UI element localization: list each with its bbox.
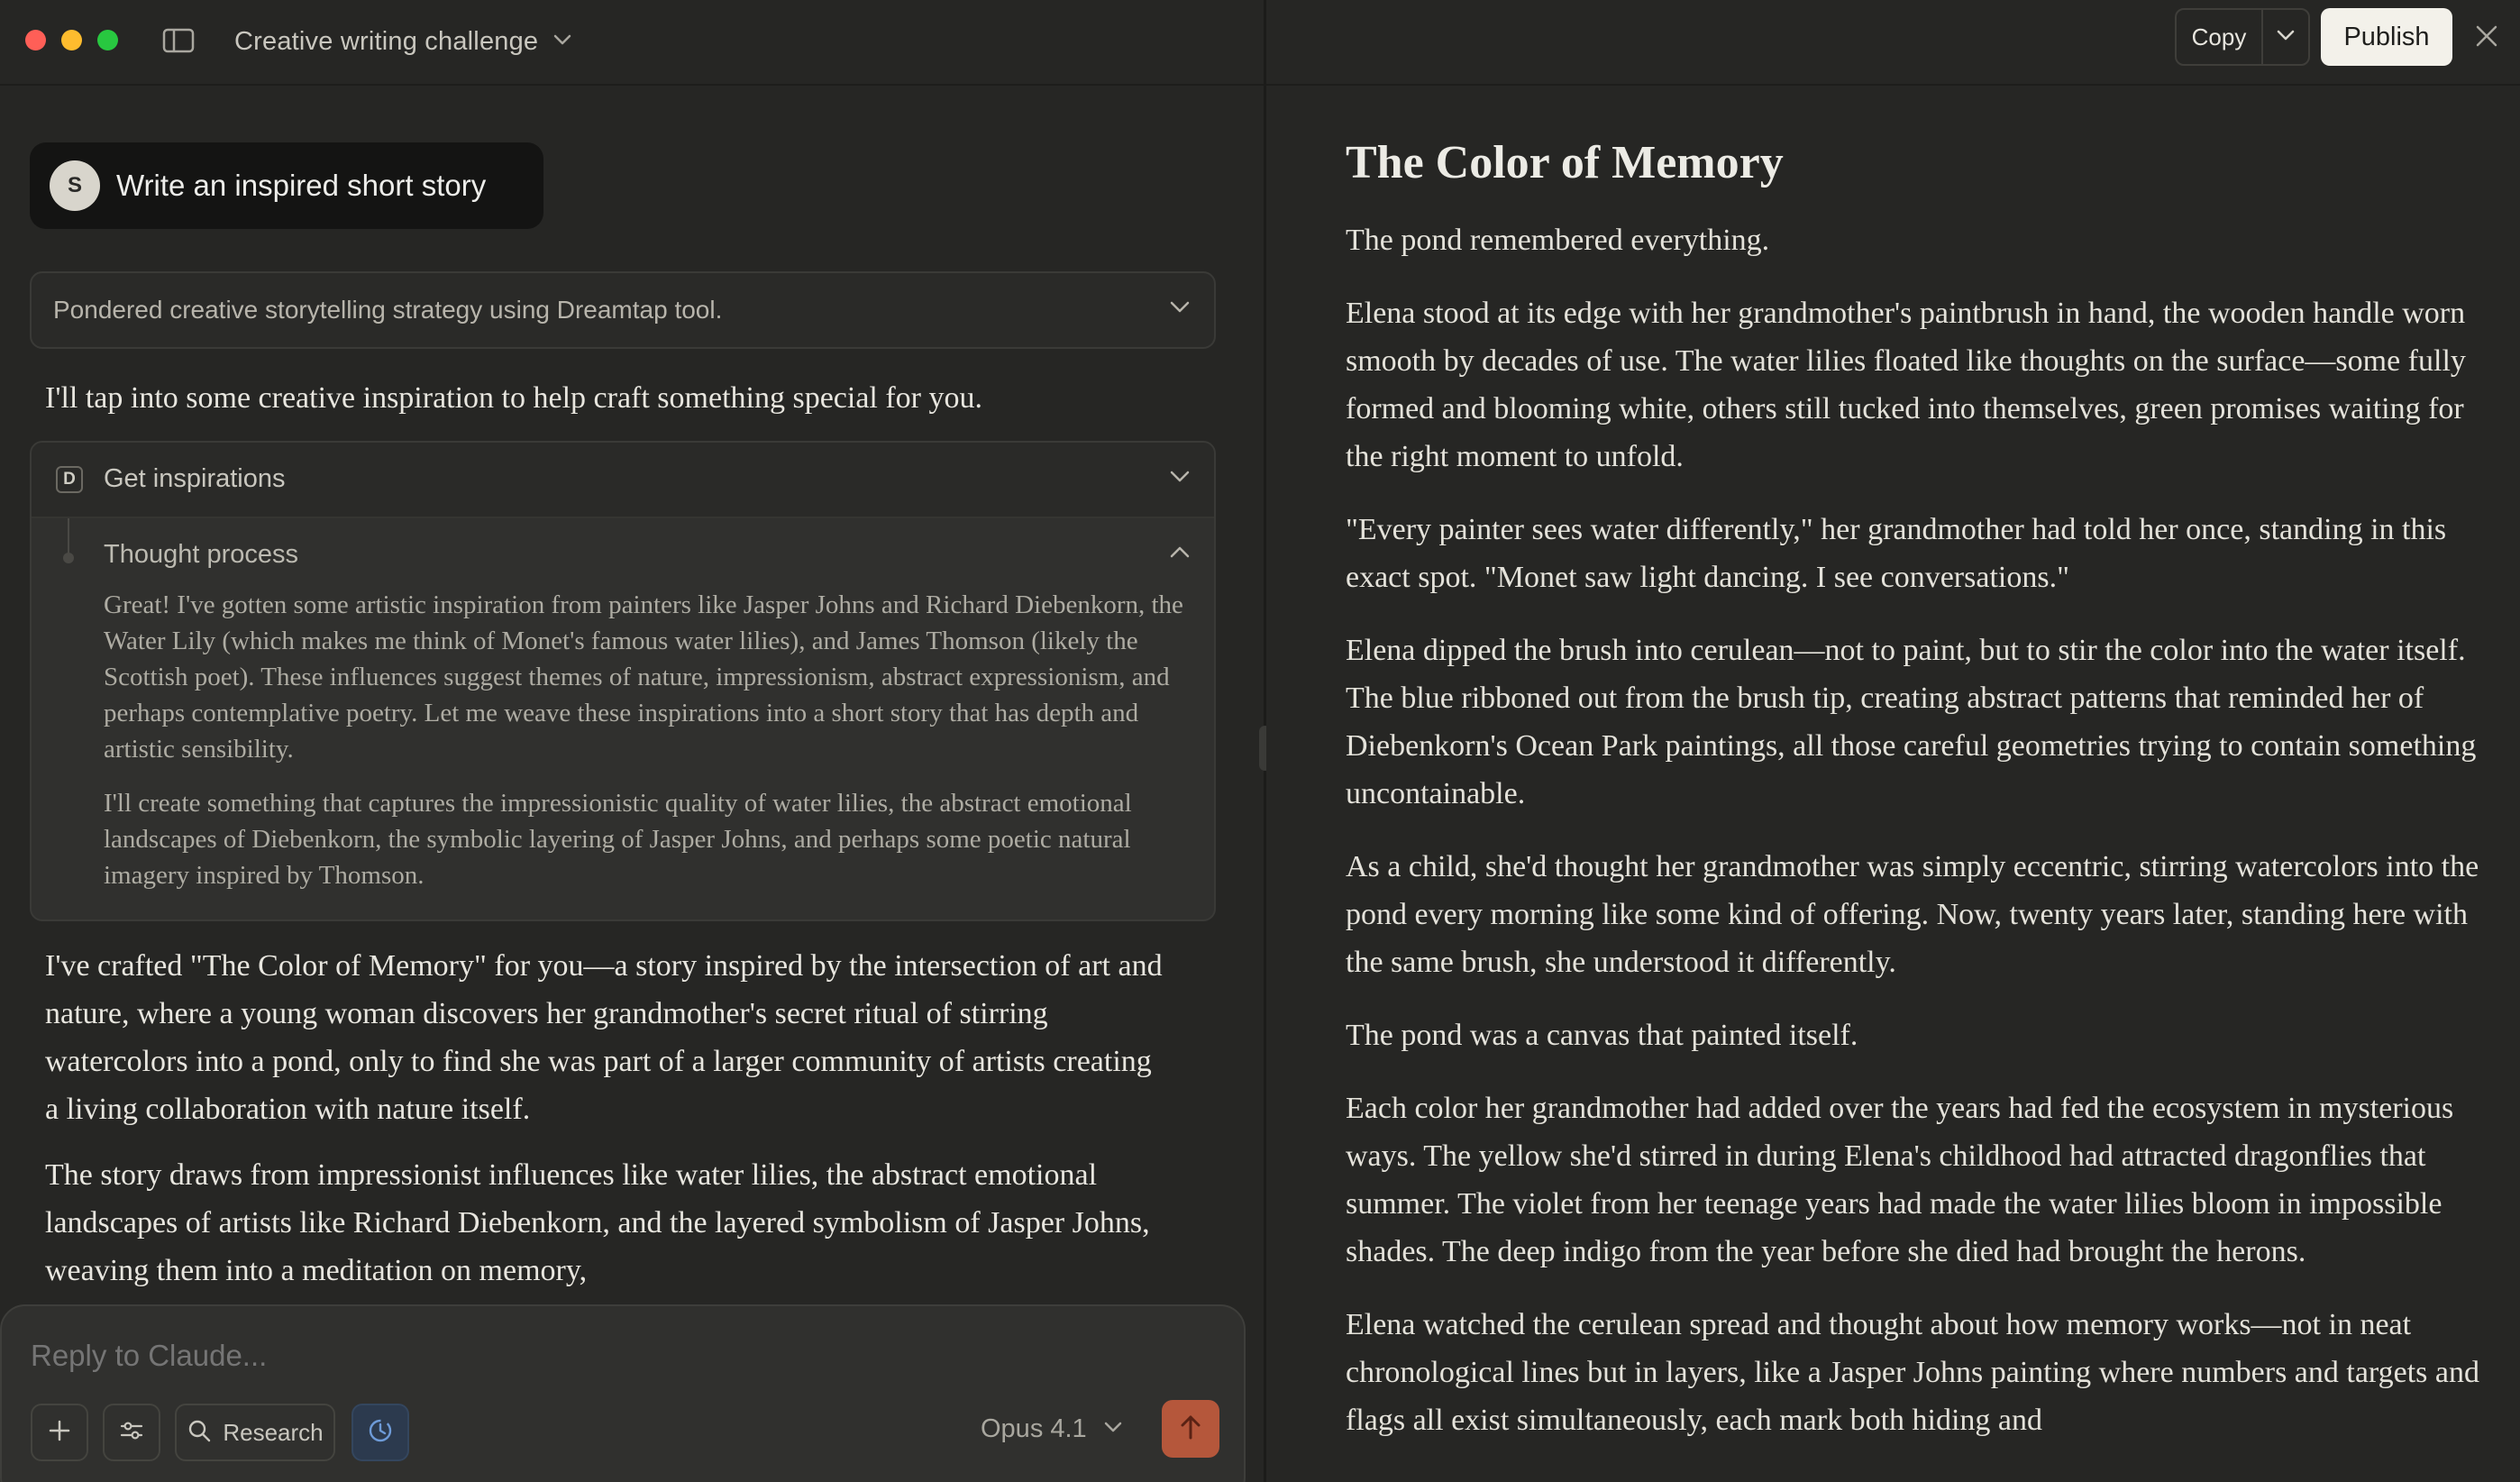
arrow-up-icon [1179, 1413, 1202, 1445]
story-paragraph: The pond was a canvas that painted itself. [1346, 1019, 1858, 1052]
assistant-response-paragraph: The story draws from impressionist influences like water lilies, the abstract emotional landscapes of artists like Richard Diebenkorn, and the layered symbolism of Jasper Johns, weaving them into a meditation on memory, [45, 1158, 1150, 1287]
magnifier-icon [187, 1418, 212, 1448]
assistant-intro-text: I'll tap into some creative inspiration to help craft something special for you. [45, 381, 983, 415]
user-message-text: Write an inspired short story [116, 169, 487, 202]
assistant-response-paragraph: I've crafted "The Color of Memory" for you—a story inspired by the intersection of art and nature, where a young woman discovers her grandmother's secret ritual of stirring watercolors into a pond, only to find she was part of a larger community of artists creating a living collaboration with nature itself. [45, 949, 1163, 1126]
chevron-up-icon[interactable] [1169, 544, 1191, 563]
copy-options-button[interactable] [2263, 10, 2308, 64]
composer [0, 1304, 1246, 1482]
thought-process-label[interactable]: Thought process [104, 540, 299, 569]
timeline-dot [63, 553, 74, 563]
copy-button-group [2175, 8, 2310, 66]
send-button[interactable] [1162, 1400, 1219, 1458]
artifact-pane [1266, 0, 2520, 1482]
copy-label: Copy [2191, 23, 2247, 50]
chevron-down-icon [1103, 1421, 1123, 1438]
model-selector[interactable] [981, 1414, 1123, 1444]
research-label: Research [223, 1418, 324, 1446]
story-paragraph: Elena dipped the brush into cerulean—not to paint, but to stir the color into the water itself. The blue ribboned out from the brush tip, creating abstract patterns that reminded her of Diebenkorn's Ocean Park paintings, all those careful geometries trying to contain something uncontainable. [1346, 634, 2477, 810]
conversation-scroll[interactable] [0, 87, 1264, 1304]
publish-button[interactable] [2321, 8, 2452, 66]
clock-icon [366, 1416, 395, 1450]
add-attachment-button[interactable] [31, 1404, 88, 1461]
timeline-line [68, 518, 69, 554]
story-paragraph: Elena watched the cerulean spread and thought about how memory works—not in neat chronological lines but in layers, like a Jasper Johns painting where numbers and targets and flags all exist simultaneously, each mark both hiding and [1346, 1308, 2479, 1437]
thought-paragraph: Great! I've gotten some artistic inspiration from painters like Jasper Johns and Richard Diebenkorn, the Water Lily (which makes me think of Monet's famous water lilies), and James Thomson (likely the Scottish poet). These influences suggest themes of nature, impressionism, abstract expressionism, and perhaps contemplative poetry. Let me weave these inspirations into a short story that has depth and artistic sensibility. [104, 590, 1183, 764]
avatar: S [50, 160, 100, 211]
thinking-summary-toggle[interactable] [30, 271, 1216, 349]
close-artifact-button[interactable] [2470, 22, 2503, 54]
story-paragraph: The pond remembered everything. [1346, 224, 1770, 257]
sidebar-toggle-icon[interactable] [162, 27, 195, 54]
story-paragraph: Elena stood at its edge with her grandmother's paintbrush in hand, the wooden handle worn smooth by decades of use. The water lilies floated like thoughts on the surface—some fully formed and blooming white, others still tucked into themselves, green promises waiting for the right moment to unfold. [1346, 297, 2466, 473]
chevron-down-icon [2276, 29, 2296, 46]
dreamtap-tool-icon: D [56, 466, 83, 493]
sliders-icon [119, 1420, 144, 1446]
artifact-document [1346, 135, 2481, 1469]
maximize-window-button[interactable] [97, 30, 118, 50]
research-button[interactable] [175, 1404, 335, 1461]
story-paragraph: "Every painter sees water differently," her grandmother had told her once, standing in this exact spot. "Monet saw light dancing. I see conversations." [1346, 513, 2447, 594]
chat-topbar [0, 0, 1264, 86]
chevron-down-icon [1169, 300, 1191, 319]
chevron-down-icon [1169, 470, 1191, 489]
copy-button[interactable] [2177, 10, 2263, 64]
model-label: Opus 4.1 [981, 1414, 1087, 1443]
chat-title: Creative writing challenge [234, 26, 539, 56]
extended-thinking-toggle[interactable] [352, 1404, 409, 1461]
story-paragraph: As a child, she'd thought her grandmother was simply eccentric, stirring watercolors into the pond every morning like some kind of offering. Now, twenty years later, standing here with the same brush, she understood it differently. [1346, 850, 2479, 979]
chevron-down-icon [552, 33, 572, 50]
story-title: The Color of Memory [1346, 137, 1784, 188]
tool-label: Get inspirations [104, 464, 286, 493]
publish-label: Publish [2343, 22, 2430, 51]
tool-use-block [30, 441, 1216, 921]
thinking-summary-text: Pondered creative storytelling strategy using Dreamtap tool. [53, 296, 723, 324]
minimize-window-button[interactable] [61, 30, 82, 50]
plus-icon [48, 1419, 71, 1447]
story-paragraph: Each color her grandmother had added over the years had fed the ecosystem in mysterious ways. The yellow she'd stirred in during Elena's childhood had attracted dragonflies that summer. The violet from her teenage years had made the water lilies bloom in impossible shades. The deep indigo from the year before she died had brought the herons. [1346, 1092, 2454, 1268]
tool-header-toggle[interactable] [32, 443, 1214, 518]
reply-input[interactable] [31, 1339, 1112, 1373]
tools-settings-button[interactable] [103, 1404, 160, 1461]
thought-paragraph: I'll create something that captures the impressionistic quality of water lilies, the abstract emotional landscapes of Diebenkorn, the symbolic layering of Jasper Johns, and perhaps some poetic natural imagery inspired by Thomson. [104, 789, 1132, 890]
artifact-toolbar [1266, 0, 2520, 86]
user-message [30, 142, 543, 229]
chat-title-dropdown[interactable] [234, 22, 572, 61]
close-icon [2474, 23, 2499, 53]
close-window-button[interactable] [25, 30, 46, 50]
